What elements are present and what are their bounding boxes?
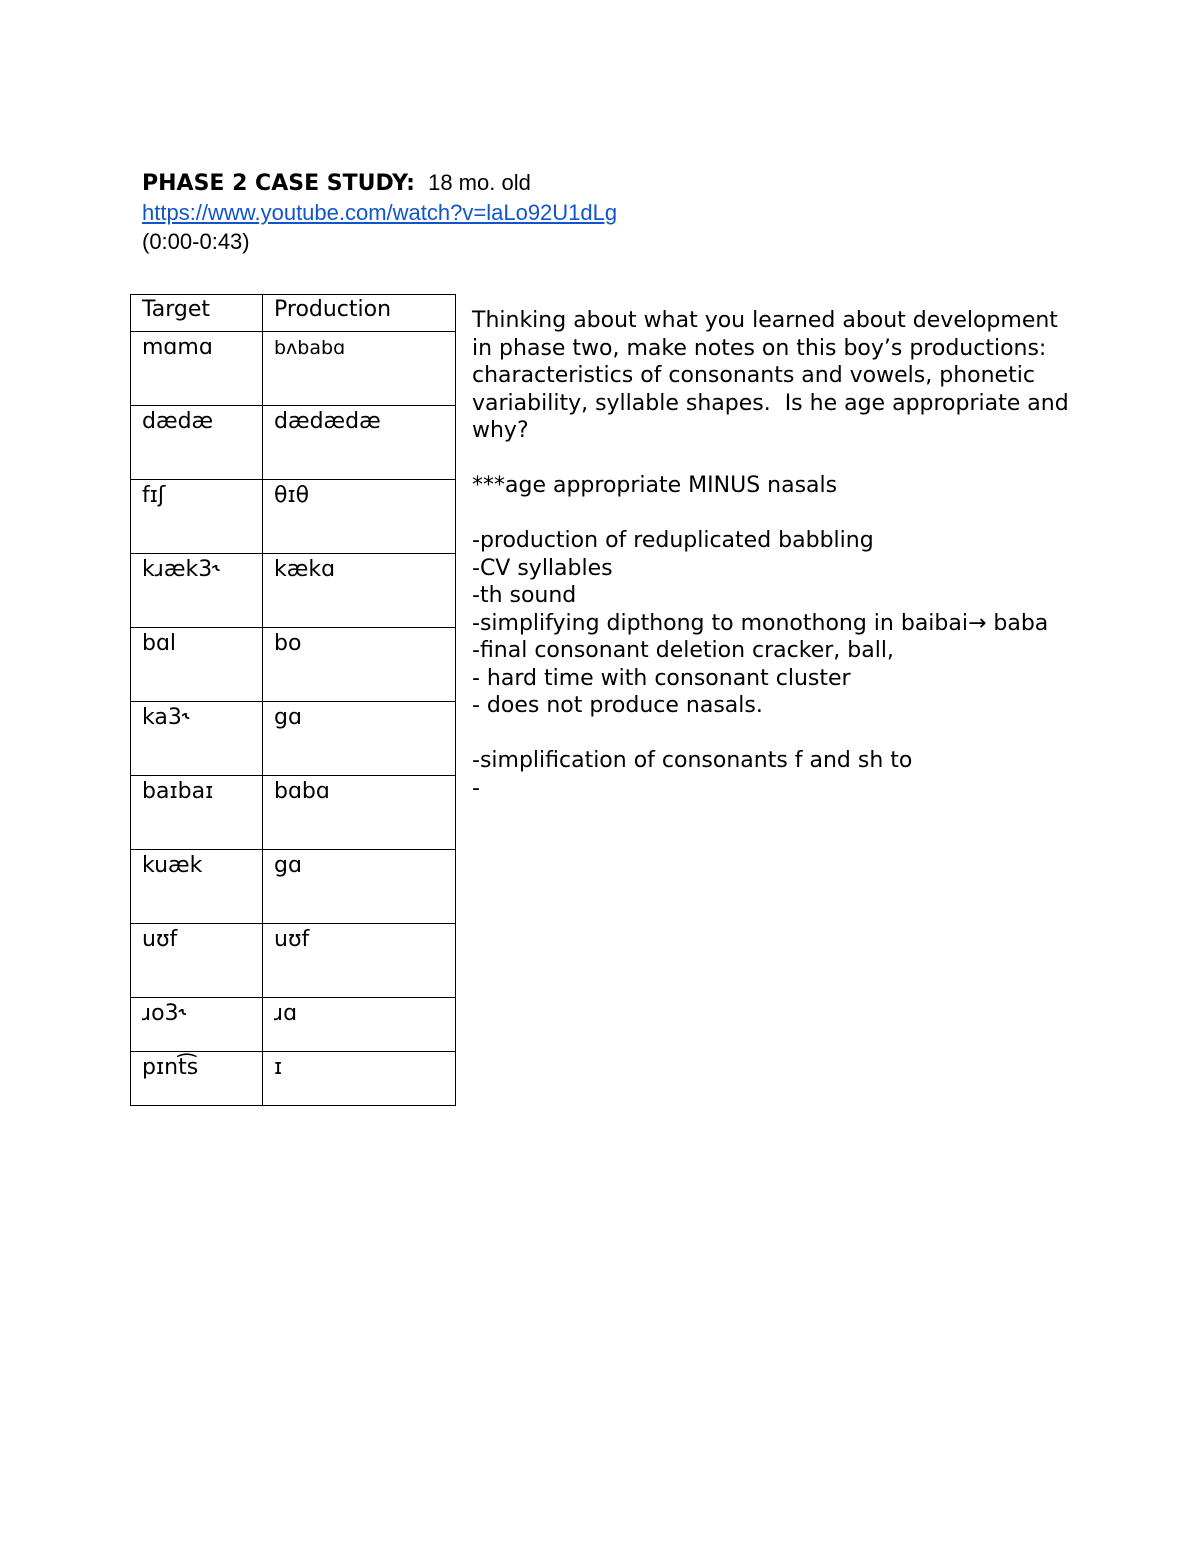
youtube-link[interactable]: https://www.youtube.com/watch?v=laLo92U1dLg [142, 200, 618, 225]
production-cell: ɪ [263, 1052, 456, 1106]
production-cell: gɑ [263, 702, 456, 776]
table-row [131, 998, 456, 1052]
target-cell: ka3˞ [131, 702, 263, 776]
notes-section [472, 307, 1076, 802]
table-row [131, 702, 456, 776]
notes-summary: ***age appropriate MINUS nasals [472, 473, 838, 498]
target-cell: bɑl [131, 628, 263, 702]
production-cell: bo [263, 628, 456, 702]
case-study-header [142, 168, 617, 256]
spacer [472, 445, 1072, 473]
production-cell: bʌbabɑ [263, 332, 456, 406]
target-cell: kuæk [131, 850, 263, 924]
table-row [131, 554, 456, 628]
table-row [131, 480, 456, 554]
target-cell: pɪnt͡s [131, 1052, 263, 1106]
observation-item: - hard time with consonant cluster [472, 665, 851, 691]
column-header-target: Target [131, 295, 263, 332]
notes-prompt: Thinking about what you learned about development in phase two, make notes on this boy’s productions: characteristics of consonants and vowels, phonetic variability, syllable shapes. Is he age appropriate and why? [472, 308, 1076, 443]
target-cell: mɑmɑ [131, 332, 263, 406]
column-header-production: Production [263, 295, 456, 332]
table-row [131, 924, 456, 998]
ipa-table [130, 294, 456, 1106]
table-row [131, 1052, 456, 1106]
table-header-row [131, 295, 456, 332]
observation-item: -simplifying dipthong to monothong in baibai→ baba [472, 610, 1049, 636]
extra-note: - [472, 775, 480, 801]
table-row [131, 628, 456, 702]
table-row [131, 332, 456, 406]
table-row [131, 406, 456, 480]
observation-item: -production of reduplicated babbling [472, 528, 874, 553]
observation-item: - does not produce nasals. [472, 693, 763, 718]
spacer [472, 500, 1072, 528]
extra-note: -simplification of consonants f and sh to [472, 748, 913, 773]
case-study-age [422, 170, 531, 195]
target-cell: uʊf [131, 924, 263, 998]
observation-item: -CV syllables [472, 555, 613, 581]
target-cell: fɪʃ [131, 480, 263, 554]
production-cell: ɹɑ [263, 998, 456, 1052]
observation-item: -th sound [472, 583, 577, 608]
table-row [131, 850, 456, 924]
observation-item: -final consonant deletion cracker, ball, [472, 638, 894, 663]
spacer [472, 720, 1072, 748]
time-range: (0:00-0:43) [142, 229, 250, 254]
case-study-title: PHASE 2 CASE STUDY: [142, 171, 415, 196]
production-cell: gɑ [263, 850, 456, 924]
production-cell: dædædæ [263, 406, 456, 480]
target-cell: ɹo3˞ [131, 998, 263, 1052]
table-row [131, 776, 456, 850]
production-cell: uʊf [263, 924, 456, 998]
target-cell: kɹæk3˞ [131, 554, 263, 628]
production-cell: kækɑ [263, 554, 456, 628]
production-cell: θɪθ [263, 480, 456, 554]
target-cell: baɪbaɪ [131, 776, 263, 850]
target-cell: dædæ [131, 406, 263, 480]
age-text: 18 mo. old [428, 170, 531, 195]
production-cell: bɑbɑ [263, 776, 456, 850]
